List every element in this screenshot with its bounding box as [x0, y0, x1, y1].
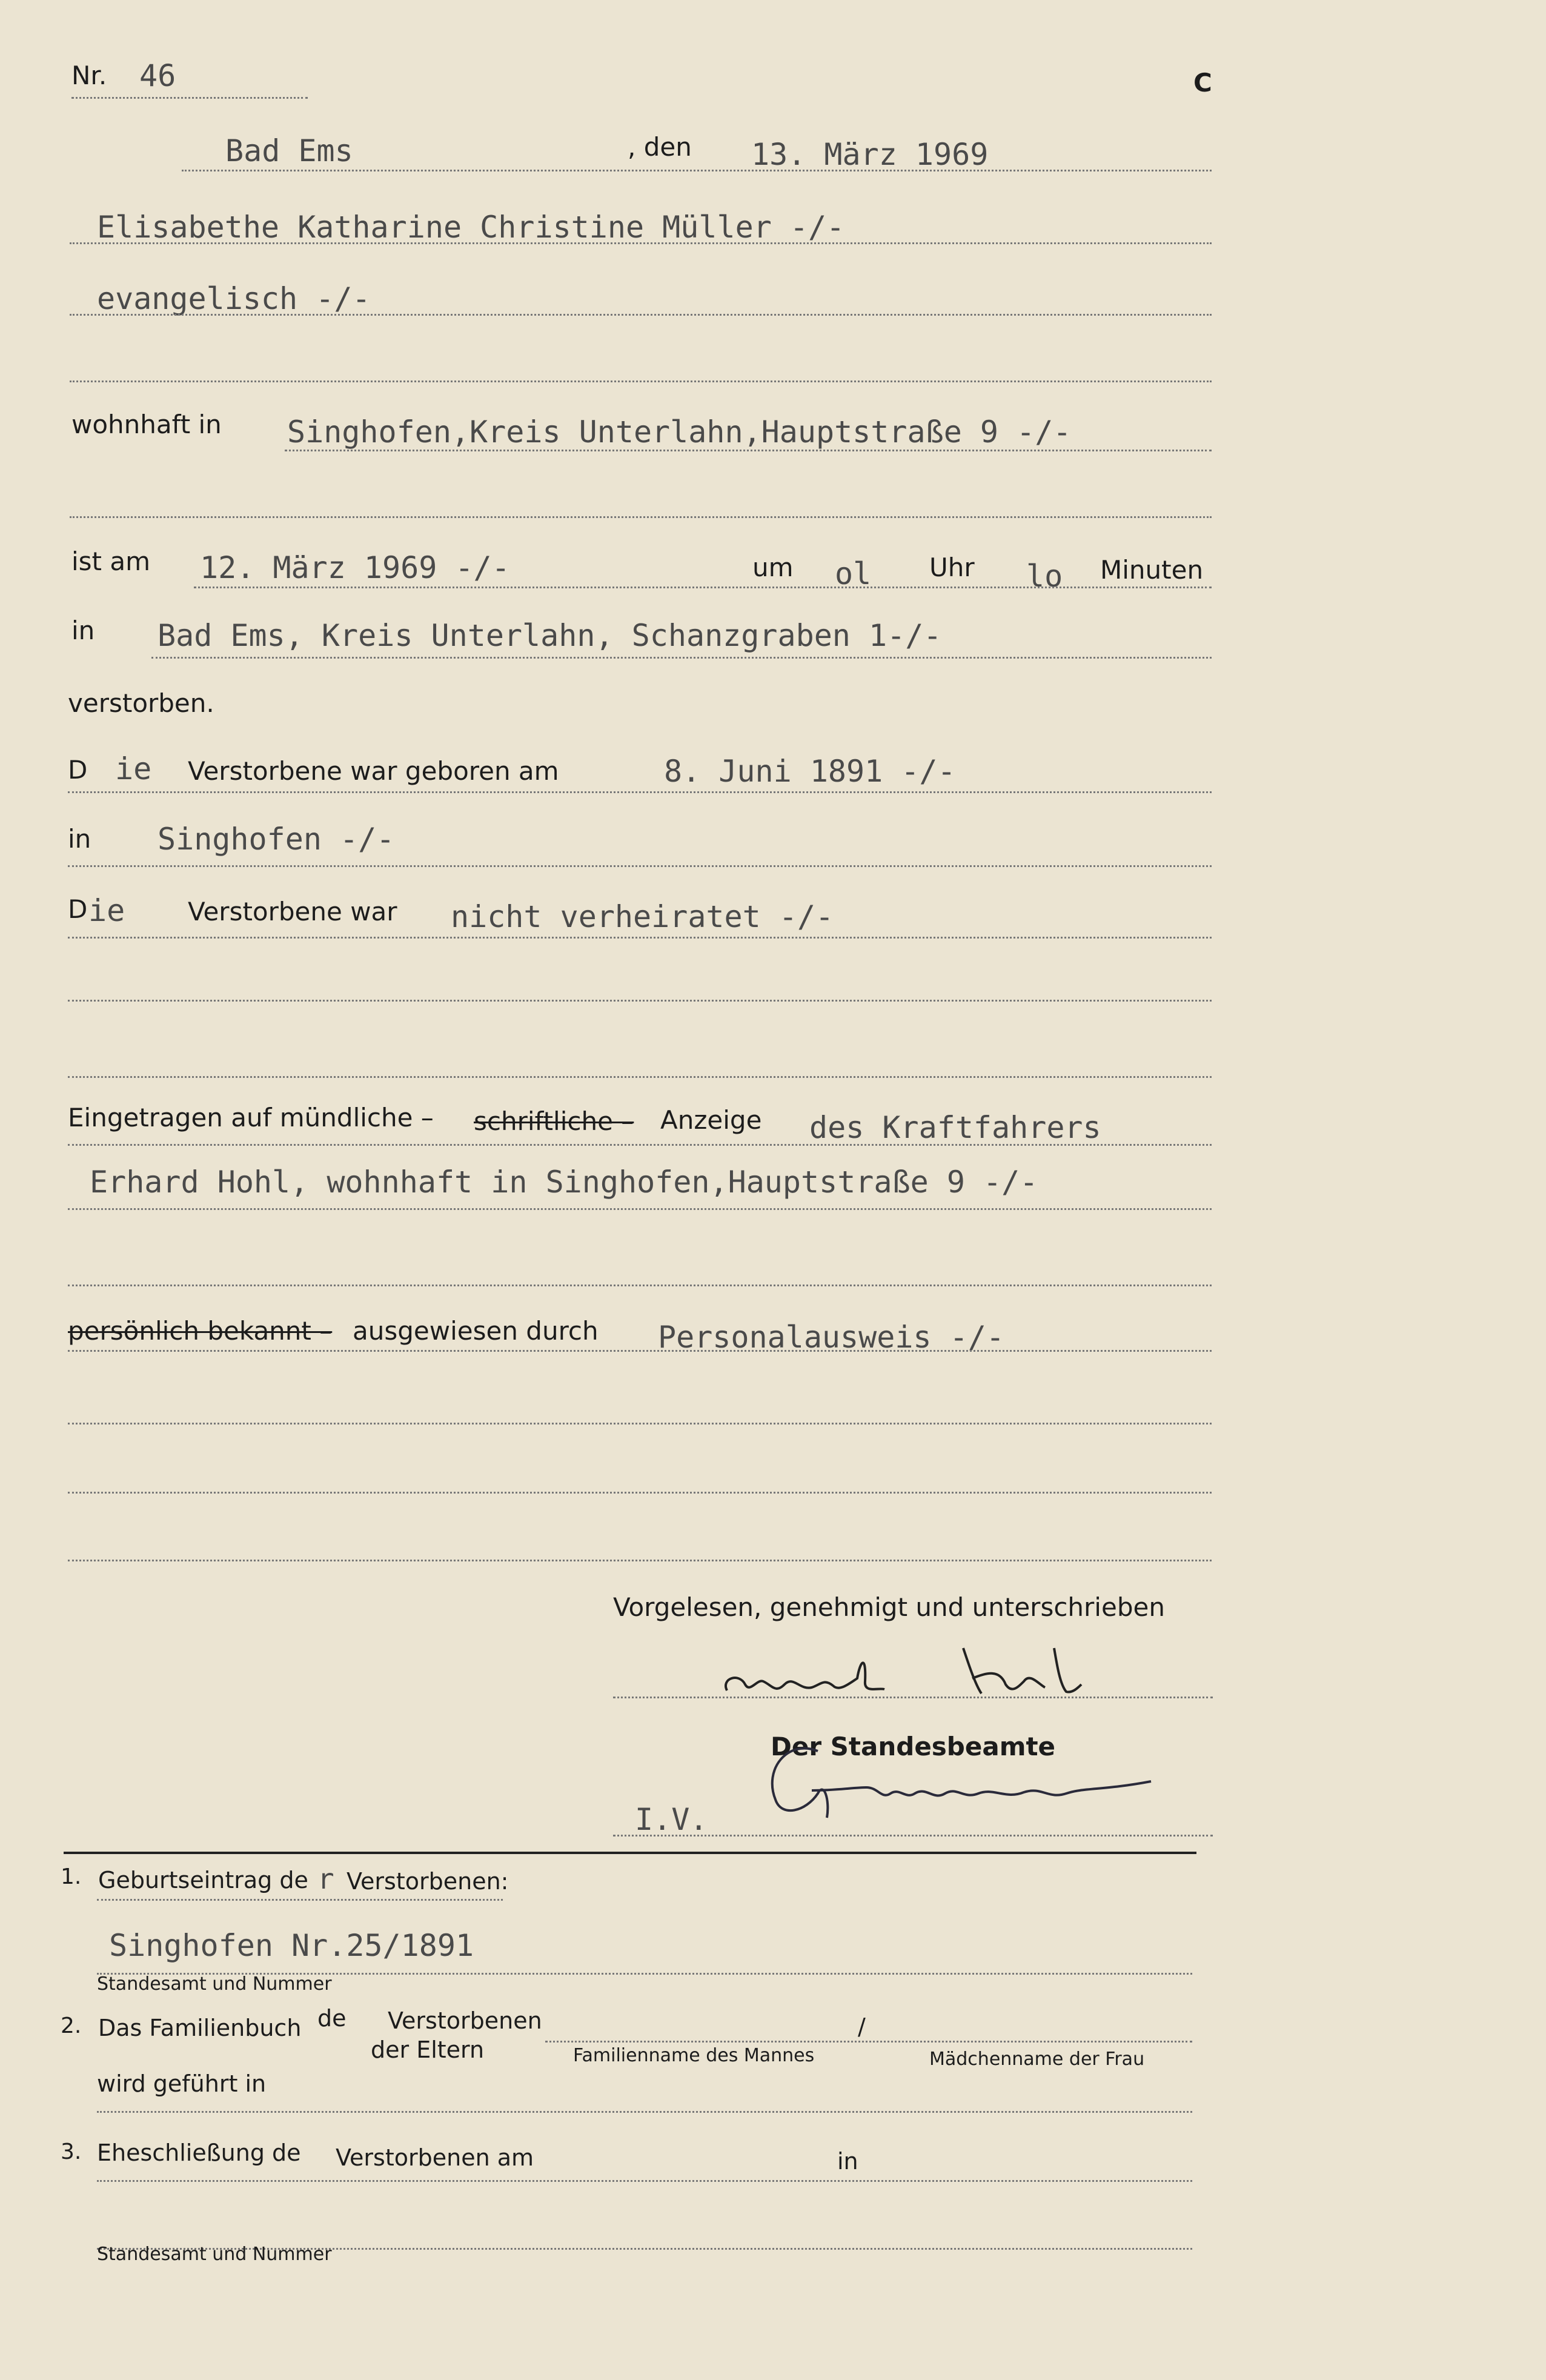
vorgelesen-statement: Vorgelesen, genehmigt und unterschrieben	[613, 1592, 1165, 1622]
informant: Erhard Hohl, wohnhaft in Singhofen,Hauptstraße 9 -/-	[90, 1165, 1038, 1200]
den-label: , den	[628, 132, 692, 162]
anzeige-line	[68, 1144, 1212, 1146]
wird-gefuehrt-line	[97, 2111, 1192, 2113]
eheschliessung-line	[97, 2180, 1192, 2182]
registrar-signature-line	[613, 1835, 1213, 1837]
ie-birth: ie	[115, 751, 152, 786]
place-date-line	[182, 170, 1212, 171]
address-line	[285, 450, 1212, 451]
nr-line	[71, 97, 308, 99]
d-label-birth: D	[68, 755, 88, 785]
persoenlich-bekannt-struck: persönlich bekannt –	[68, 1316, 333, 1346]
ausgewiesen-label: ausgewiesen durch	[353, 1316, 599, 1346]
wohnhaft-label: wohnhaft in	[71, 410, 222, 439]
blank-line-8	[68, 1560, 1212, 1561]
address: Singhofen,Kreis Unterlahn,Hauptstraße 9 -/-	[287, 414, 1072, 450]
death-time-line	[194, 587, 1212, 588]
footer-separator	[64, 1852, 1196, 1854]
minuten-label: Minuten	[1100, 555, 1204, 585]
ist-am-label: ist am	[71, 547, 151, 576]
footer-n3: 3.	[61, 2139, 82, 2164]
familienbuch-de: de	[317, 2005, 347, 2032]
informant-line	[68, 1208, 1212, 1210]
geboren-label: Verstorbene war geboren am	[188, 756, 559, 786]
marital-line	[68, 937, 1212, 939]
registrar-signature	[739, 1733, 1175, 1830]
birth-place-line	[68, 865, 1212, 867]
ie-marital: ie	[88, 893, 125, 928]
informant-signature-line	[613, 1697, 1213, 1698]
familienbuch-names-line	[545, 2041, 1192, 2043]
birth-entry-r: r	[317, 1863, 334, 1895]
standesamt-label: Standesamt und Nummer	[97, 1973, 332, 1995]
blank-line-6	[68, 1423, 1212, 1424]
familienbuch-label: Das Familienbuch	[98, 2015, 302, 2041]
birth-entry-label: Geburtseintrag de	[98, 1867, 308, 1893]
death-place: Bad Ems, Kreis Unterlahn, Schanzgraben 1-/-	[158, 618, 942, 653]
death-hour: ol	[835, 556, 872, 591]
uhr-label: Uhr	[929, 553, 975, 582]
death-date: 12. März 1969 -/-	[200, 550, 510, 585]
religion: evangelisch -/-	[97, 281, 371, 316]
religion-line	[70, 314, 1212, 316]
anzeige-label: Anzeige	[660, 1105, 762, 1135]
corner-letter: C	[1193, 68, 1212, 98]
in-label: in	[71, 616, 95, 645]
blank-line-1	[70, 381, 1212, 382]
birth-place: Singhofen -/-	[158, 822, 395, 857]
marital-label: Verstorbene war	[188, 897, 397, 926]
birth-entry-value: Singhofen Nr.25/1891	[109, 1928, 474, 1963]
schriftliche-struck: schriftliche –	[474, 1106, 634, 1136]
blank-line-3	[68, 1000, 1212, 1002]
familienbuch-der-eltern: der Eltern	[371, 2036, 485, 2063]
nr-value: 46	[139, 58, 176, 93]
standesbeamte-label: Der Standesbeamte	[771, 1732, 1056, 1761]
blank-line-4	[68, 1076, 1212, 1078]
informant-title: des Kraftfahrers	[809, 1110, 1101, 1145]
birth-date: 8. Juni 1891 -/-	[664, 754, 956, 789]
eheschliessung-verstorbenen-am: Verstorbenen am	[336, 2144, 534, 2171]
marital-status: nicht verheiratet -/-	[451, 899, 834, 934]
birth-entry-label2: Verstorbenen:	[347, 1868, 509, 1895]
birth-date-line	[68, 791, 1212, 793]
blank-line-2	[70, 516, 1212, 518]
d-label-marital: D	[68, 894, 88, 924]
name-line	[70, 242, 1212, 244]
um-label: um	[752, 553, 794, 582]
verstorben-label: verstorben.	[68, 688, 214, 718]
familienname-mannes-label: Familienname des Mannes	[573, 2045, 815, 2066]
wird-gefuehrt-label: wird geführt in	[97, 2070, 267, 2097]
blank-line-7	[68, 1492, 1212, 1494]
footer-n1: 1.	[61, 1864, 82, 1889]
death-minutes: lo	[1026, 559, 1063, 594]
identified-line	[68, 1350, 1212, 1352]
maedchenname-frau-label: Mädchenname der Frau	[929, 2049, 1145, 2070]
identified-by: Personalausweis -/-	[658, 1320, 1004, 1355]
eheschliessung-label: Eheschließung de	[97, 2139, 301, 2166]
familienbuch-verstorbenen: Verstorbenen	[388, 2007, 542, 2034]
standesamt-label-2: Standesamt und Nummer	[97, 2244, 332, 2265]
familienbuch-slash: /	[858, 2013, 866, 2040]
eheschliessung-in: in	[837, 2148, 858, 2175]
footer-n2: 2.	[61, 2013, 82, 2038]
blank-line-5	[68, 1285, 1212, 1286]
deceased-name: Elisabethe Katharine Christine Müller -/-	[97, 210, 845, 245]
nr-label: Nr.	[71, 61, 107, 90]
place: Bad Ems	[225, 133, 353, 168]
iv-label: I.V.	[635, 1802, 708, 1837]
death-place-line	[151, 657, 1212, 659]
birth-entry-label-line	[97, 1899, 503, 1901]
registration-date: 13. März 1969	[751, 137, 989, 172]
eingetragen-label: Eingetragen auf mündliche –	[68, 1103, 434, 1132]
birth-in-label: in	[68, 824, 91, 854]
